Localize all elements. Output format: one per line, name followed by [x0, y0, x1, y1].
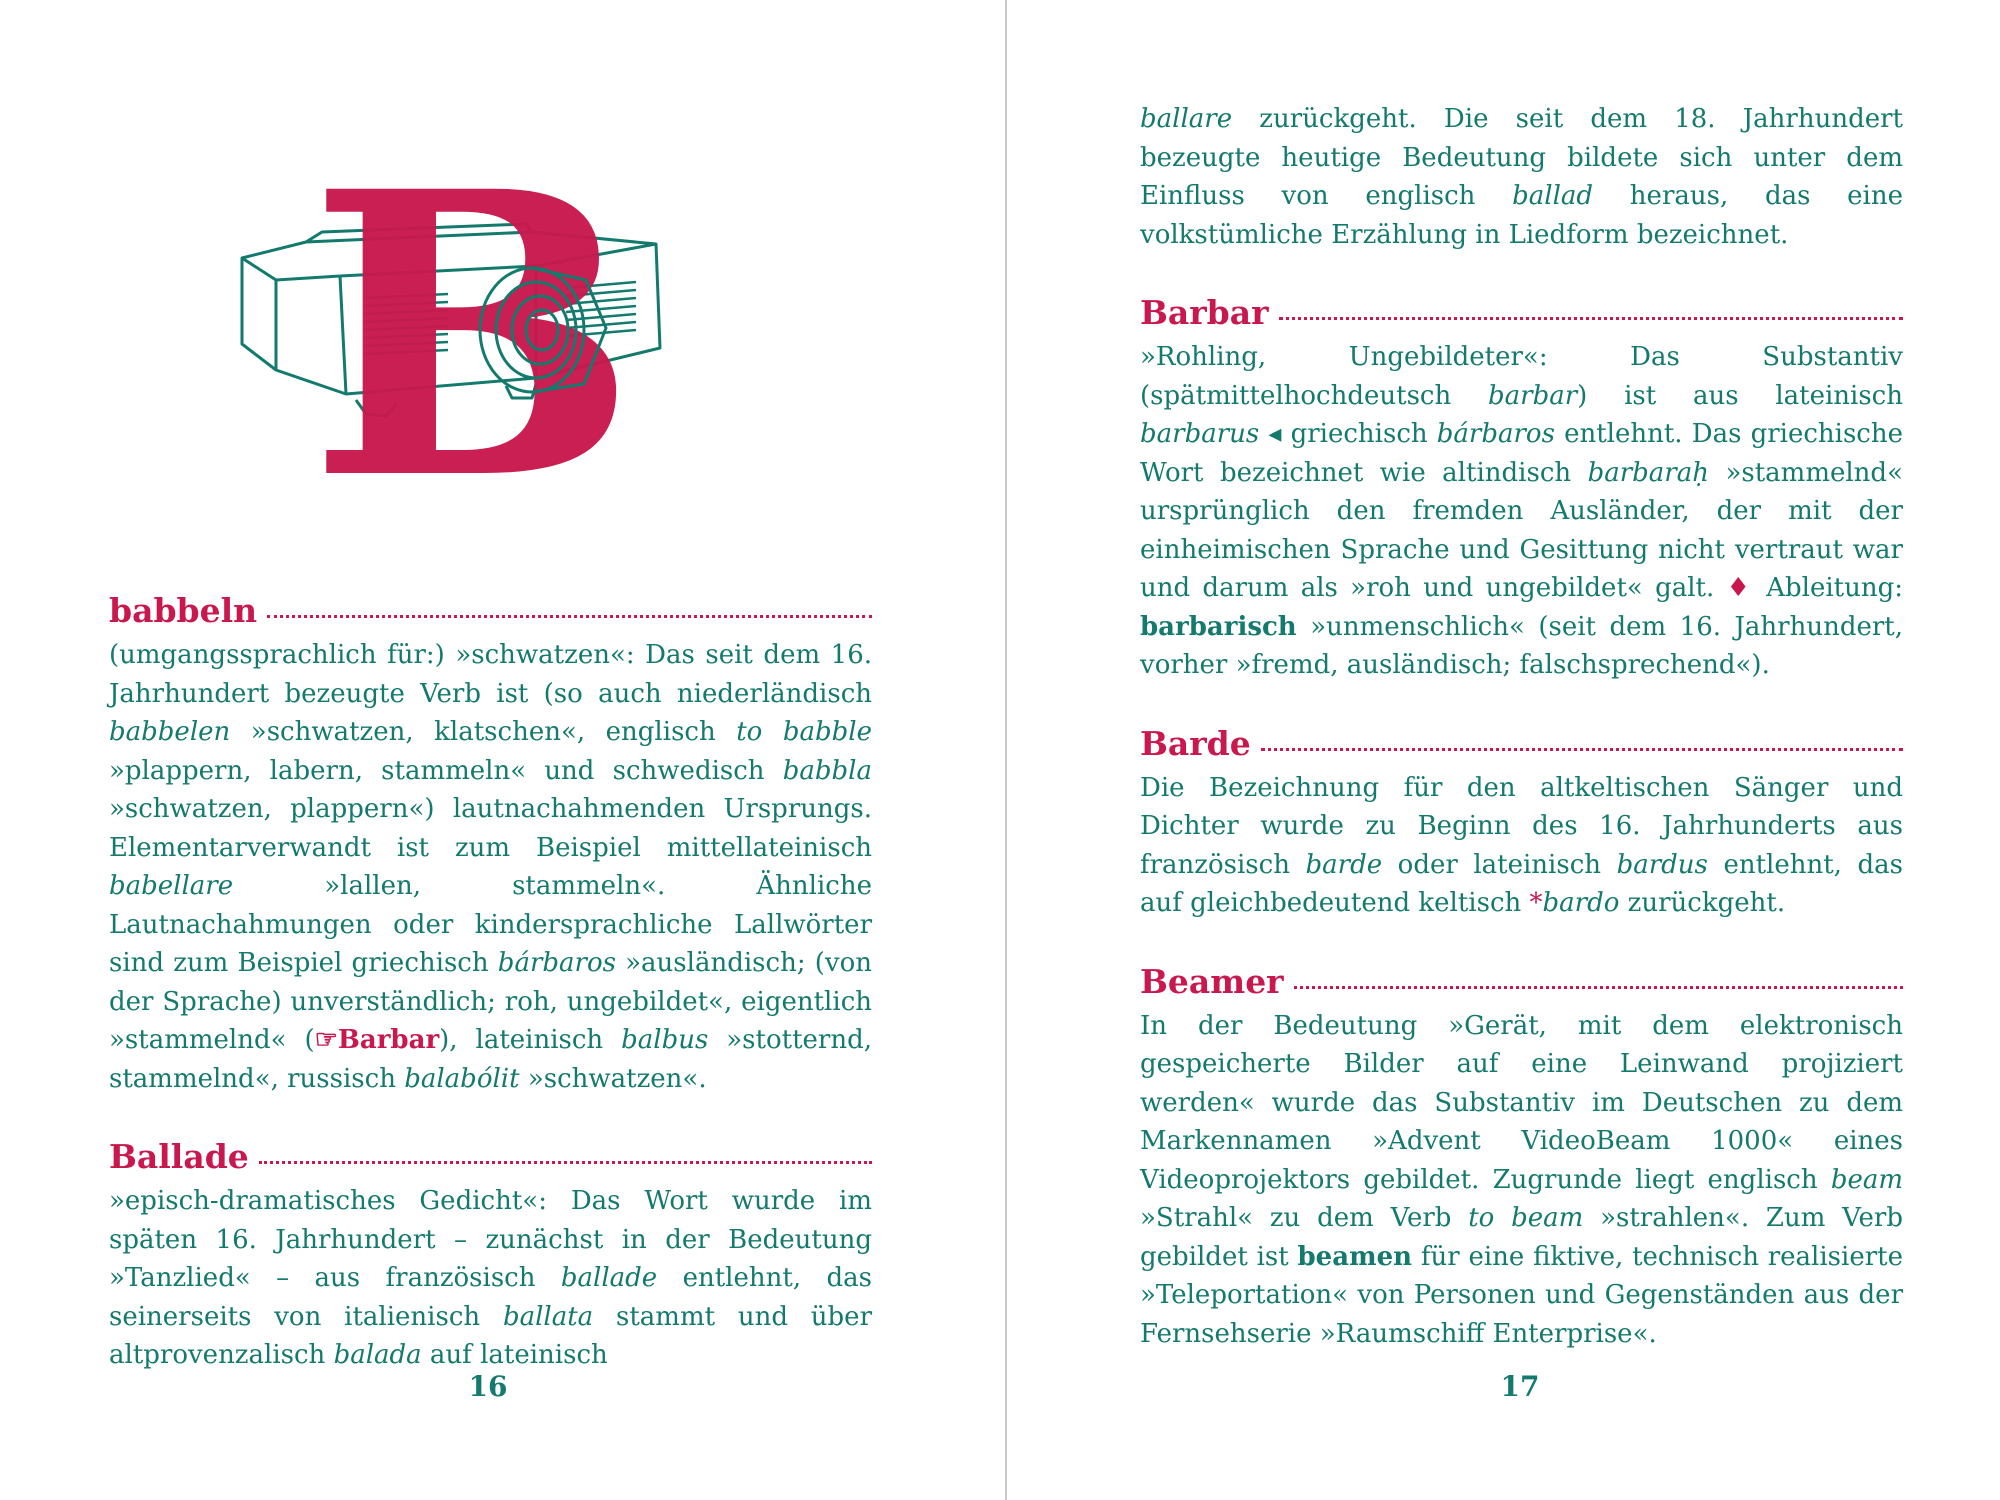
- italic-run: balada: [333, 1340, 422, 1370]
- gutter-divider: [1005, 0, 1007, 1500]
- italic-run: beam: [1830, 1164, 1903, 1195]
- entry-barde: [1140, 725, 1903, 923]
- page-number-left: 16: [468, 1370, 508, 1403]
- text-run: entlehnt, das seinerseits von italienisch: [109, 1263, 872, 1332]
- entry-ballade: [109, 1138, 872, 1375]
- text-run: »episch-dramatisches Gedicht«: Das Wort wurde im späten 16. Jahrhundert – zunächst in der Bedeutung »Tanzlied« – aus französisch: [109, 1186, 872, 1293]
- entry-head: [1140, 725, 1903, 771]
- italic-run: babbla: [782, 755, 872, 786]
- entry-continuation: [1140, 100, 1903, 254]
- italic-run: to beam: [1468, 1203, 1584, 1233]
- text-run: Ableitung:: [1753, 573, 1903, 603]
- chapter-illustration: [236, 148, 676, 478]
- entry-body: [109, 636, 872, 1098]
- italic-run: babellare: [109, 871, 234, 901]
- italic-run: bárbaros: [1436, 419, 1555, 449]
- text-run: »Rohling, Ungebildeter«: Das Substantiv (spätmittelhochdeutsch: [1140, 342, 1903, 411]
- text-run: »plappern, labern, stammeln« und schwedisch: [109, 755, 783, 786]
- text-run: auf lateinisch: [421, 1340, 608, 1370]
- text-run: entlehnt, das auf gleichbedeutend keltisch: [1140, 849, 1903, 918]
- leader-dots: [1279, 317, 1903, 320]
- text-run: oder lateinisch: [1382, 849, 1617, 880]
- entry-head: [109, 592, 872, 638]
- entry-head: [1140, 294, 1903, 340]
- headword: Barde: [1140, 723, 1251, 763]
- text-run: entlehnt. Das griechische Wort bezeichnet wie altindisch: [1140, 419, 1903, 488]
- left-page-text: [109, 592, 872, 1415]
- italic-run: balabólit: [404, 1063, 520, 1094]
- text-run: für eine fiktive, technisch realisierte »Teleportation« von Personen und Gegenständen aus der Fernsehserie »Raumschiff Enterprise«.: [1140, 1241, 1903, 1349]
- leader-dots: [259, 1161, 872, 1164]
- leader-dots: [267, 615, 872, 618]
- italic-run: barde: [1305, 849, 1383, 880]
- entry-body: [1140, 1007, 1903, 1354]
- left-entries: [109, 592, 872, 1375]
- text-run: (umgangssprachlich für:) »schwatzen«: Das seit dem 16. Jahrhundert bezeugte Verb ist (so auch niederländisch: [109, 640, 872, 709]
- italic-run: bardus: [1616, 849, 1708, 880]
- asterisk-icon: *: [1529, 888, 1543, 918]
- diamond-icon: ♦: [1726, 573, 1754, 603]
- italic-run: barbar: [1488, 380, 1578, 411]
- text-run: Die Bezeichnung für den altkeltischen Sänger und Dichter wurde zu Beginn des 16. Jahrhunderts aus französisch: [1140, 772, 1903, 880]
- italic-run: ballare: [1140, 104, 1233, 134]
- text-run: »schwatzen, klatschen«, englisch: [230, 717, 737, 747]
- text-run: »schwatzen«.: [519, 1063, 707, 1094]
- text-run: »schwatzen, plappern«) lautnachahmenden Ursprungs. Elementarverwandt ist zum Beispiel mittellateinisch: [109, 794, 872, 863]
- entry-body: [1140, 338, 1903, 685]
- text-run: »stammelnd« ursprünglich den fremden Ausländer, der mit der einheimischen Sprache und Gesittung nicht vertraut war und darum als »roh und ungebildet« galt.: [1140, 457, 1903, 603]
- text-run: ◂ griechisch: [1259, 419, 1437, 449]
- entry-babbeln: [109, 592, 872, 1098]
- projector-icon: [236, 148, 676, 478]
- text-run: zurückgeht.: [1619, 888, 1786, 918]
- text-run: »strahlen«. Zum Verb gebildet ist: [1140, 1203, 1903, 1272]
- text-run: ) ist aus lateinisch: [1577, 380, 1903, 411]
- text-run: »ausländisch; (von der Sprache) unverständlich; roh, ungebildet«, eigentlich »stammelnd« (: [109, 948, 873, 1055]
- italic-run: bardo: [1542, 888, 1620, 918]
- entry-barbar: [1140, 294, 1903, 685]
- italic-run: ballade: [560, 1263, 658, 1293]
- page-number-right: 17: [1500, 1370, 1540, 1403]
- headword: Ballade: [109, 1137, 249, 1176]
- bold-run: beamen: [1297, 1241, 1413, 1272]
- italic-run: barbaraḥ: [1587, 457, 1709, 488]
- right-page-text: [1140, 100, 1903, 1393]
- cross-reference-link[interactable]: ☞Barbar: [314, 1025, 440, 1055]
- bold-run: barbarisch: [1140, 611, 1297, 642]
- text-run: heraus, das eine volkstümliche Erzählung in Liedform bezeichnet.: [1140, 181, 1904, 250]
- entry-beamer: [1140, 963, 1903, 1354]
- text-run: »Strahl« zu dem Verb: [1140, 1203, 1469, 1233]
- headword: babbeln: [109, 591, 258, 630]
- leader-dots: [1261, 748, 1903, 751]
- entry-body: [109, 1182, 872, 1375]
- entry-body: [1140, 100, 1903, 254]
- text-run: »lallen, stammeln«. Ähnliche Lautnachahmungen oder kindersprachliche Lallwörter sind zum Beispiel griechisch: [109, 871, 872, 978]
- italic-run: ballad: [1512, 181, 1594, 211]
- italic-run: to babble: [736, 717, 872, 747]
- italic-run: ballata: [502, 1301, 594, 1332]
- text-run: zurückgeht. Die seit dem 18. Jahrhundert bezeugte heutige Bedeutung bildete sich unter dem Einfluss von englisch: [1140, 104, 1903, 211]
- headword: Beamer: [1140, 961, 1284, 1001]
- entry-body: [1140, 769, 1903, 923]
- italic-run: balbus: [621, 1025, 709, 1055]
- text-run: stammt und über altprovenzalisch: [109, 1301, 872, 1370]
- text-run: »stotternd, stammelnd«, russisch: [109, 1025, 872, 1094]
- leader-dots: [1294, 986, 1903, 989]
- text-run: In der Bedeutung »Gerät, mit dem elektronisch gespeicherte Bilder auf eine Leinwand projiziert werden« wurde das Substantiv im Deutschen zu dem Markennamen »Advent VideoBeam 1000« eines Videoprojektors gebildet. Zugrunde liegt englisch: [1140, 1010, 1903, 1195]
- entry-head: [1140, 963, 1903, 1009]
- text-run: ), lateinisch: [439, 1025, 622, 1055]
- italic-run: barbarus: [1140, 419, 1260, 449]
- entry-head: [109, 1138, 872, 1184]
- svg-text:B: B: [308, 148, 638, 478]
- italic-run: babbelen: [109, 717, 231, 747]
- italic-run: bárbaros: [497, 948, 616, 978]
- headword: Barbar: [1140, 293, 1269, 332]
- text-run: »unmenschlich« (seit dem 16. Jahrhundert, vorher »fremd, ausländisch; falschsprechend«).: [1140, 611, 1903, 680]
